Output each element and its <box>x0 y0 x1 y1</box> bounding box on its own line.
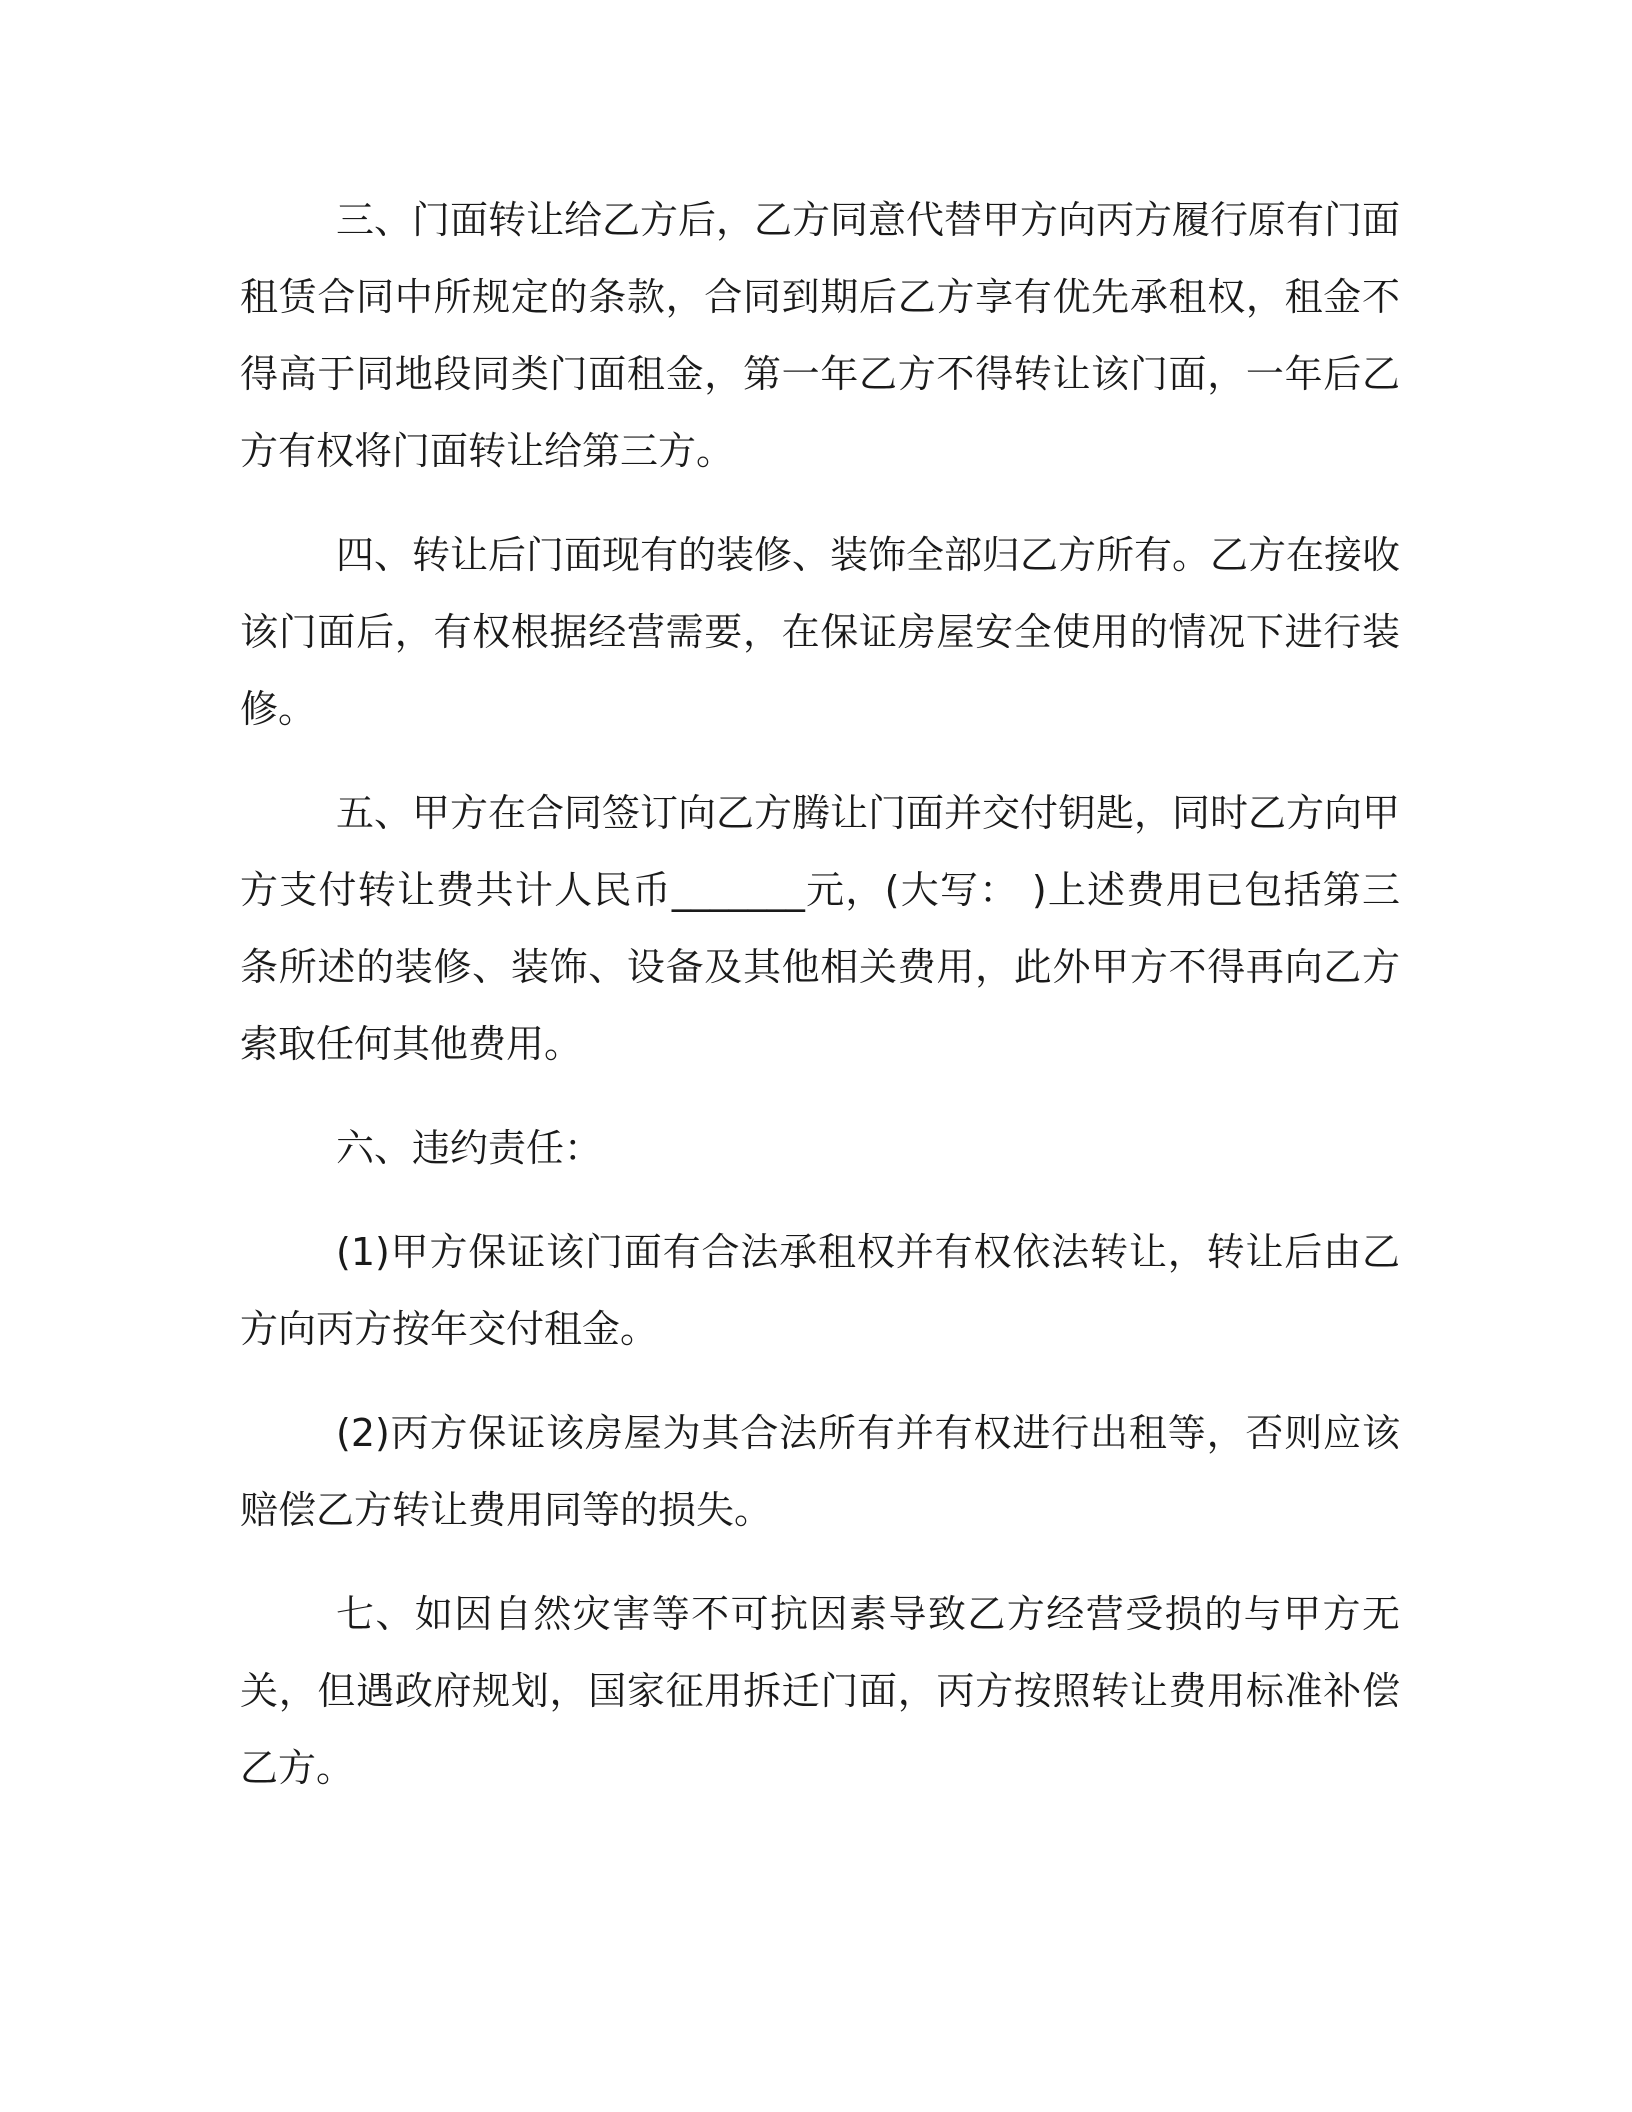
clause-5-paragraph: 五、甲方在合同签订向乙方腾让门面并交付钥匙，同时乙方向甲方支付转让费共计人民币_______元，(大写： )上述费用已包括第三条所述的装修、装饰、设备及其他相关费用，此外甲方不得再向乙方索取任何其他费用。 <box>240 791 1401 1066</box>
document-body <box>240 182 1400 1834</box>
clause-6-heading: 六、违约责任： <box>336 1126 603 1170</box>
clause-4-paragraph: 四、转让后门面现有的装修、装饰全部归乙方所有。乙方在接收该门面后，有权根据经营需要，在保证房屋安全使用的情况下进行装修。 <box>240 533 1401 731</box>
clause-7-paragraph: 七、如因自然灾害等不可抗因素导致乙方经营受损的与甲方无关，但遇政府规划，国家征用拆迁门面，丙方按照转让费用标准补偿乙方。 <box>240 1592 1400 1790</box>
clause-3-paragraph: 三、门面转让给乙方后，乙方同意代替甲方向丙方履行原有门面租赁合同中所规定的条款，合同到期后乙方享有优先承租权，租金不得高于同地段同类门面租金，第一年乙方不得转让该门面，一年后乙方有权将门面转让给第三方。 <box>240 198 1401 473</box>
clause-6-item-1: (1)甲方保证该门面有合法承租权并有权依法转让，转让后由乙方向丙方按年交付租金。 <box>240 1230 1400 1351</box>
clause-6-item-2: (2)丙方保证该房屋为其合法所有并有权进行出租等，否则应该赔偿乙方转让费用同等的损失。 <box>240 1411 1400 1532</box>
